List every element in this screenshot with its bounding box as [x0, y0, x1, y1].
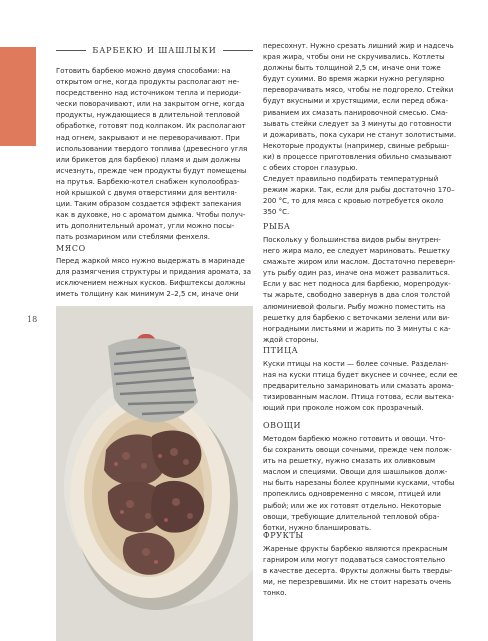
text-line: и дожаривать, пока сухари не станут золотистыми.	[263, 130, 457, 139]
text-line: режим жарки. Так, если для рыбы достаточно 170–	[263, 186, 455, 195]
text-line: ны быть нарезаны более крупными кусками, чтобы	[263, 479, 455, 488]
text-line: смажьте жиром или маслом. Достаточно переверн-	[263, 258, 456, 267]
poultry-paragraph	[263, 359, 457, 414]
text-line: ная на куски птица будет вкуснее и сочнее, если ее	[263, 371, 457, 380]
text-line: ить дополнительный аромат, угли можно посы-	[56, 222, 235, 231]
text-line: ной крышкой с двумя отверстиями для вентиля-	[56, 189, 237, 198]
text-line: в качестве десерта. Фрукты должны быть тверды-	[263, 567, 453, 576]
header-rule-right	[223, 50, 253, 51]
text-line: Следует правильно подбирать температурный	[263, 175, 439, 184]
text-line: обработке, готовят под колпаком. Их располагают	[56, 122, 246, 131]
text-line: или брикетов для барбекю) пламя и дым должны	[56, 155, 241, 164]
text-line: Куски птицы на кости — более сочные. Разделан-	[263, 360, 449, 368]
text-line: него жира мало, ее следует мариновать. Решетку	[263, 247, 450, 256]
poultry-heading: ПТИЦА	[263, 346, 299, 355]
text-line: ждой стороны.	[263, 335, 319, 344]
text-line: бы сохранить овощи сочными, прежде чем полож-	[263, 446, 452, 455]
vegetables-paragraph	[263, 434, 457, 534]
text-line: ты жарьте, свободно завернув в два слоя толстой	[263, 291, 451, 300]
meat-paragraph	[56, 256, 253, 300]
text-line: переворачивать мясо, чтобы не подгорело. Стейки	[263, 86, 454, 95]
text-line: на прутья. Барбекю-котел снабжен куполообраз-	[56, 177, 240, 186]
grilled-meat-photo	[56, 306, 253, 641]
text-line: Готовить барбекю можно двумя способами: на	[56, 67, 231, 75]
text-line: зывать стейки следует за 3 минуты до готовности	[263, 119, 452, 128]
text-line: 350 °C.	[263, 208, 290, 217]
text-line: решетку для барбекю с веточками зелени или ви-	[263, 313, 450, 322]
text-line: над огнем, закрывают и не переворачивают. При	[56, 133, 240, 142]
text-line: ющий при проколе ножом сок прозрачный.	[263, 404, 424, 413]
fish-heading: РЫБА	[263, 222, 291, 231]
text-line: ции. Таким образом создается эффект запекания	[56, 200, 242, 209]
text-line: уть рыбу один раз, иначе она может развалиться.	[263, 269, 450, 278]
accent-bar	[0, 47, 36, 146]
text-line: предварительно замариновать или смазать арома-	[263, 382, 454, 391]
text-line: Методом барбекю можно готовить и овощи. Что-	[263, 435, 446, 443]
text-line: 200 °C, то для мяса с кровью потребуется около	[263, 197, 444, 206]
text-line: алюминиевой фольги. Рыбу можно поместить на	[263, 302, 446, 311]
text-line: риванием их смазать панировочной смесью. Сма-	[263, 108, 448, 117]
text-line: Поскольку у большинства видов рыбы внутрен-	[263, 236, 441, 244]
text-line: гарниром или могут подаваться самостоятельно	[263, 556, 446, 565]
text-line: исключением нежных кусков. Бифштексы должны	[56, 279, 246, 288]
text-line: чески поворачивают, или на закрытом огне, когда	[56, 100, 245, 109]
text-line: будут вкусными и хрустящими, если перед обжа-	[263, 97, 449, 106]
fish-paragraph	[263, 235, 457, 346]
text-line: продукты, нуждающиеся в длительной тепловой	[56, 111, 240, 120]
text-line: тонко.	[263, 589, 287, 598]
meat-heading: МЯСО	[56, 244, 86, 253]
text-line: с обеих сторон глазурью.	[263, 164, 358, 173]
text-line: рыбой; или же их готовят отдельно. Некоторые	[263, 501, 442, 510]
text-line: должны быть толщиной 2,5 см, иначе они тоже	[263, 64, 441, 73]
section-title: БАРБЕКЮ И ШАШЛЫКИ	[92, 45, 217, 55]
fruits-heading: ФРУКТЫ	[263, 531, 304, 540]
text-line: Жареные фрукты барбекю являются прекрасным	[263, 545, 448, 553]
text-line: открытом огне, когда продукты располагают не-	[56, 78, 240, 87]
text-line: ботки, нужно бланшировать.	[263, 523, 372, 532]
intro-paragraph	[56, 66, 253, 244]
text-line: ки) в процессе приготовления обильно смазывают	[263, 152, 452, 161]
text-line: тизированным маслом. Птица готова, если вытека-	[263, 393, 454, 402]
text-line: ноградными листьями и жарить по 3 минуты с ка-	[263, 324, 451, 333]
text-line: овощи, требующие длительной тепловой обра-	[263, 512, 440, 521]
text-line: посредственно над источником тепла и периоди-	[56, 89, 242, 98]
text-line: Если у вас нет подноса для барбекю, морепродук-	[263, 280, 451, 289]
text-line: пать розмарином или стеблями фенхеля.	[56, 233, 210, 242]
header-rule-left	[56, 50, 86, 51]
text-line: пропеклись одновременно с мясом, птицей или	[263, 490, 441, 499]
page-number: 18	[27, 315, 38, 324]
text-line: ми, не перезревшими. Их не стоит нарезать очень	[263, 578, 452, 587]
text-line: Перед жаркой мясо нужно выдержать в маринаде	[56, 257, 245, 265]
meat-continued-paragraph	[263, 41, 457, 219]
text-line: Некоторые продукты (например, свиные ребрыш-	[263, 141, 450, 150]
text-line: для размягчения структуры и придания аромата, за	[56, 268, 251, 277]
section-header	[56, 44, 253, 56]
text-line: будут сухими. Во время жарки нужно регулярно	[263, 75, 445, 84]
text-line: иметь толщину как минимум 2–2,5 см, иначе они	[56, 290, 239, 299]
text-line: края жира, чтобы они не скручивались. Котлеты	[263, 53, 445, 62]
text-line: использовании твердого топлива (древесного угля	[56, 144, 248, 153]
vegetables-heading: ОВОЩИ	[263, 421, 302, 430]
text-line: маслом и специями. Овощи для шашлыков долж-	[263, 468, 448, 477]
text-line: пересохнут. Нужно срезать лишний жир и надсечь	[263, 42, 454, 50]
text-line: исчезнуть, прежде чем продукты будут помещены	[56, 166, 247, 175]
fruits-paragraph	[263, 544, 457, 599]
text-line: ить на решетку, нужно смазать их оливковым	[263, 457, 436, 466]
text-line: как в духовке, но с ароматом дымка. Чтобы получ-	[56, 211, 246, 220]
